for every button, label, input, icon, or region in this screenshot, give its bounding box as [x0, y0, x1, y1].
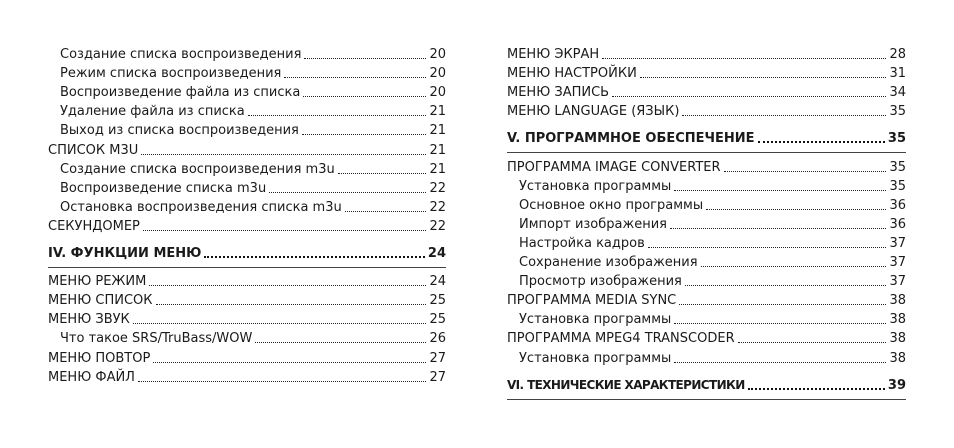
toc-entry-title: Воспроизведение списка m3u — [60, 180, 267, 196]
toc-subentry[interactable] — [48, 177, 446, 196]
toc-subentry[interactable] — [507, 346, 906, 365]
dot-leader — [133, 323, 427, 324]
toc-entry[interactable] — [48, 215, 446, 234]
dot-leader — [304, 58, 426, 59]
section-gap — [507, 119, 906, 127]
dot-leader — [670, 228, 886, 229]
toc-page-number: 35 — [889, 159, 906, 175]
toc-page-number: 25 — [429, 293, 446, 309]
toc-page-number: 28 — [889, 47, 906, 63]
dot-leader — [143, 230, 427, 231]
dot-leader — [679, 304, 886, 305]
toc-entry-title: Просмотр изображения — [519, 274, 682, 290]
toc-page-number: 36 — [889, 197, 906, 213]
dot-leader — [248, 115, 427, 116]
toc-page-number: 24 — [429, 274, 446, 290]
toc-entry-title: Выход из списка воспроизведения — [60, 123, 299, 139]
toc-page-number: 20 — [429, 66, 446, 82]
toc-entry-title: СЕКУНДОМЕР — [48, 218, 140, 234]
toc-subentry[interactable] — [48, 158, 446, 177]
dot-leader — [204, 256, 424, 258]
dot-leader — [748, 388, 885, 390]
toc-entry-title: МЕНЮ НАСТРОЙКИ — [507, 66, 637, 82]
toc-page-number: 38 — [889, 331, 906, 347]
toc-page-number: 21 — [429, 142, 446, 158]
toc-entry-title: Воспроизведение файла из списка — [60, 85, 301, 101]
toc-page-number: 22 — [429, 199, 446, 215]
toc-entry-title: Режим списка воспроизведения — [60, 66, 282, 82]
toc-page-number: 38 — [889, 312, 906, 328]
section-gap — [507, 366, 906, 374]
toc-entry-title: ПРОГРАММА MPEG4 TRANSCODER — [507, 331, 735, 347]
toc-page-number: 21 — [429, 161, 446, 177]
toc-entry[interactable] — [507, 43, 906, 62]
toc-entry[interactable] — [507, 155, 906, 174]
section-gap — [48, 234, 446, 242]
toc-entry-title: ПРОГРАММА IMAGE CONVERTER — [507, 159, 721, 175]
dot-leader — [612, 96, 886, 97]
toc-entry-title: МЕНЮ ЗВУК — [48, 312, 130, 328]
toc-section-heading[interactable] — [507, 374, 906, 393]
toc-entry-title: Установка программы — [519, 350, 672, 366]
toc-entry-title: МЕНЮ ФАЙЛ — [48, 369, 135, 385]
dot-leader — [338, 173, 427, 174]
toc-entry[interactable] — [507, 289, 906, 308]
toc-page-number: 37 — [889, 235, 906, 251]
toc-entry[interactable] — [507, 100, 906, 119]
toc-page-number: 37 — [889, 255, 906, 271]
dot-leader — [602, 58, 886, 59]
toc-page-number: 21 — [429, 104, 446, 120]
toc-entry-title: Установка программы — [519, 178, 672, 194]
toc-entry[interactable] — [48, 308, 446, 327]
toc-entry-title: МЕНЮ ПОВТОР — [48, 350, 151, 366]
toc-entry-title: Основное окно программы — [519, 197, 704, 213]
toc-section-heading[interactable] — [48, 242, 446, 261]
section-gap — [507, 400, 906, 402]
dot-leader — [156, 304, 427, 305]
toc-entry-title: Остановка воспроизведения списка m3u — [60, 199, 342, 215]
dot-leader — [682, 115, 886, 116]
dot-leader — [303, 96, 426, 97]
toc-page-number: 35 — [889, 104, 906, 120]
toc-entry[interactable] — [507, 62, 906, 81]
toc-subentry[interactable] — [507, 213, 906, 232]
toc-page-number: 22 — [429, 180, 446, 196]
toc-entry[interactable] — [48, 270, 446, 289]
toc-entry[interactable] — [48, 289, 446, 308]
toc-subentry[interactable] — [48, 62, 446, 81]
toc-subentry[interactable] — [507, 232, 906, 251]
dot-leader — [648, 247, 887, 248]
toc-page-number: 27 — [429, 369, 446, 385]
dot-leader — [685, 285, 887, 286]
toc-subentry[interactable] — [48, 196, 446, 215]
toc-entry-title: V. ПРОГРАММНОЕ ОБЕСПЕЧЕНИЕ — [507, 131, 755, 147]
toc-entry-title: СПИСОК M3U — [48, 142, 139, 158]
toc-entry-title: IV. ФУНКЦИИ МЕНЮ — [48, 246, 202, 262]
toc-entry[interactable] — [48, 366, 446, 385]
toc-page-number: 25 — [429, 312, 446, 328]
toc-page-number: 24 — [427, 246, 446, 262]
toc-page-number: 31 — [889, 66, 906, 82]
toc-entry-title: Создание списка воспроизведения m3u — [60, 161, 335, 177]
toc-subentry[interactable] — [48, 119, 446, 138]
toc-entry-title: Удаление файла из списка — [60, 104, 245, 120]
toc-entry-title: ПРОГРАММА MEDIA SYNC — [507, 293, 677, 309]
toc-page-number: 21 — [429, 123, 446, 139]
toc-entry-title: МЕНЮ LANGUAGE (ЯЗЫК) — [507, 104, 680, 120]
toc-entry-title: МЕНЮ СПИСОК — [48, 293, 153, 309]
toc-entry-title: МЕНЮ ЭКРАН — [507, 47, 600, 63]
toc-entry[interactable] — [48, 346, 446, 365]
toc-entry[interactable] — [507, 81, 906, 100]
dot-leader — [758, 141, 885, 143]
dot-leader — [345, 211, 427, 212]
toc-subentry[interactable] — [48, 43, 446, 62]
toc-entry-title: Что такое SRS/TruBass/WOW — [60, 331, 253, 347]
toc-entry-title: Настройка кадров — [519, 235, 645, 251]
toc-page-number: 35 — [889, 178, 906, 194]
toc-subentry[interactable] — [507, 175, 906, 194]
toc-entry[interactable] — [507, 327, 906, 346]
toc-right-column — [507, 43, 906, 402]
toc-subentry[interactable] — [48, 100, 446, 119]
dot-leader — [149, 285, 426, 286]
toc-subentry[interactable] — [507, 251, 906, 270]
toc-page-number: 27 — [429, 350, 446, 366]
toc-subentry[interactable] — [507, 194, 906, 213]
dot-leader — [674, 190, 886, 191]
toc-subentry[interactable] — [507, 308, 906, 327]
dot-leader — [706, 209, 886, 210]
toc-subentry[interactable] — [48, 81, 446, 100]
toc-page-number: 37 — [889, 274, 906, 290]
dot-leader — [640, 77, 887, 78]
toc-entry-title: Создание списка воспроизведения — [60, 47, 302, 63]
dot-leader — [141, 154, 426, 155]
dot-leader — [738, 342, 887, 343]
toc-entry[interactable] — [48, 138, 446, 157]
toc-page-number: 26 — [429, 331, 446, 347]
toc-page-number: 20 — [429, 47, 446, 63]
toc-left-column — [48, 43, 446, 385]
toc-section-heading[interactable] — [507, 127, 906, 146]
toc-page-number: 22 — [429, 218, 446, 234]
dot-leader — [724, 171, 887, 172]
dot-leader — [674, 323, 886, 324]
dot-leader — [153, 362, 426, 363]
dot-leader — [674, 362, 886, 363]
toc-entry-title: Сохранение изображения — [519, 255, 698, 271]
toc-page-number: 38 — [889, 293, 906, 309]
dot-leader — [701, 266, 887, 267]
toc-page-number: 20 — [429, 85, 446, 101]
toc-page-number: 35 — [887, 131, 906, 147]
toc-subentry[interactable] — [507, 270, 906, 289]
toc-entry-title: Установка программы — [519, 312, 672, 328]
dot-leader — [269, 192, 426, 193]
toc-entry-title: Импорт изображения — [519, 216, 667, 232]
toc-page-number: 38 — [889, 350, 906, 366]
toc-page-number: 34 — [889, 85, 906, 101]
dot-leader — [302, 134, 427, 135]
toc-entry-title: МЕНЮ ЗАПИСЬ — [507, 85, 610, 101]
toc-entry-title: МЕНЮ РЕЖИМ — [48, 274, 147, 290]
dot-leader — [255, 342, 426, 343]
toc-subentry[interactable] — [48, 327, 446, 346]
toc-page-number: 36 — [889, 216, 906, 232]
dot-leader — [138, 381, 426, 382]
toc-entry-title: VI. ТЕХНИЧЕСКИЕ ХАРАКТЕРИСТИКИ — [507, 377, 745, 392]
dot-leader — [284, 77, 426, 78]
toc-page-number: 39 — [887, 377, 906, 393]
